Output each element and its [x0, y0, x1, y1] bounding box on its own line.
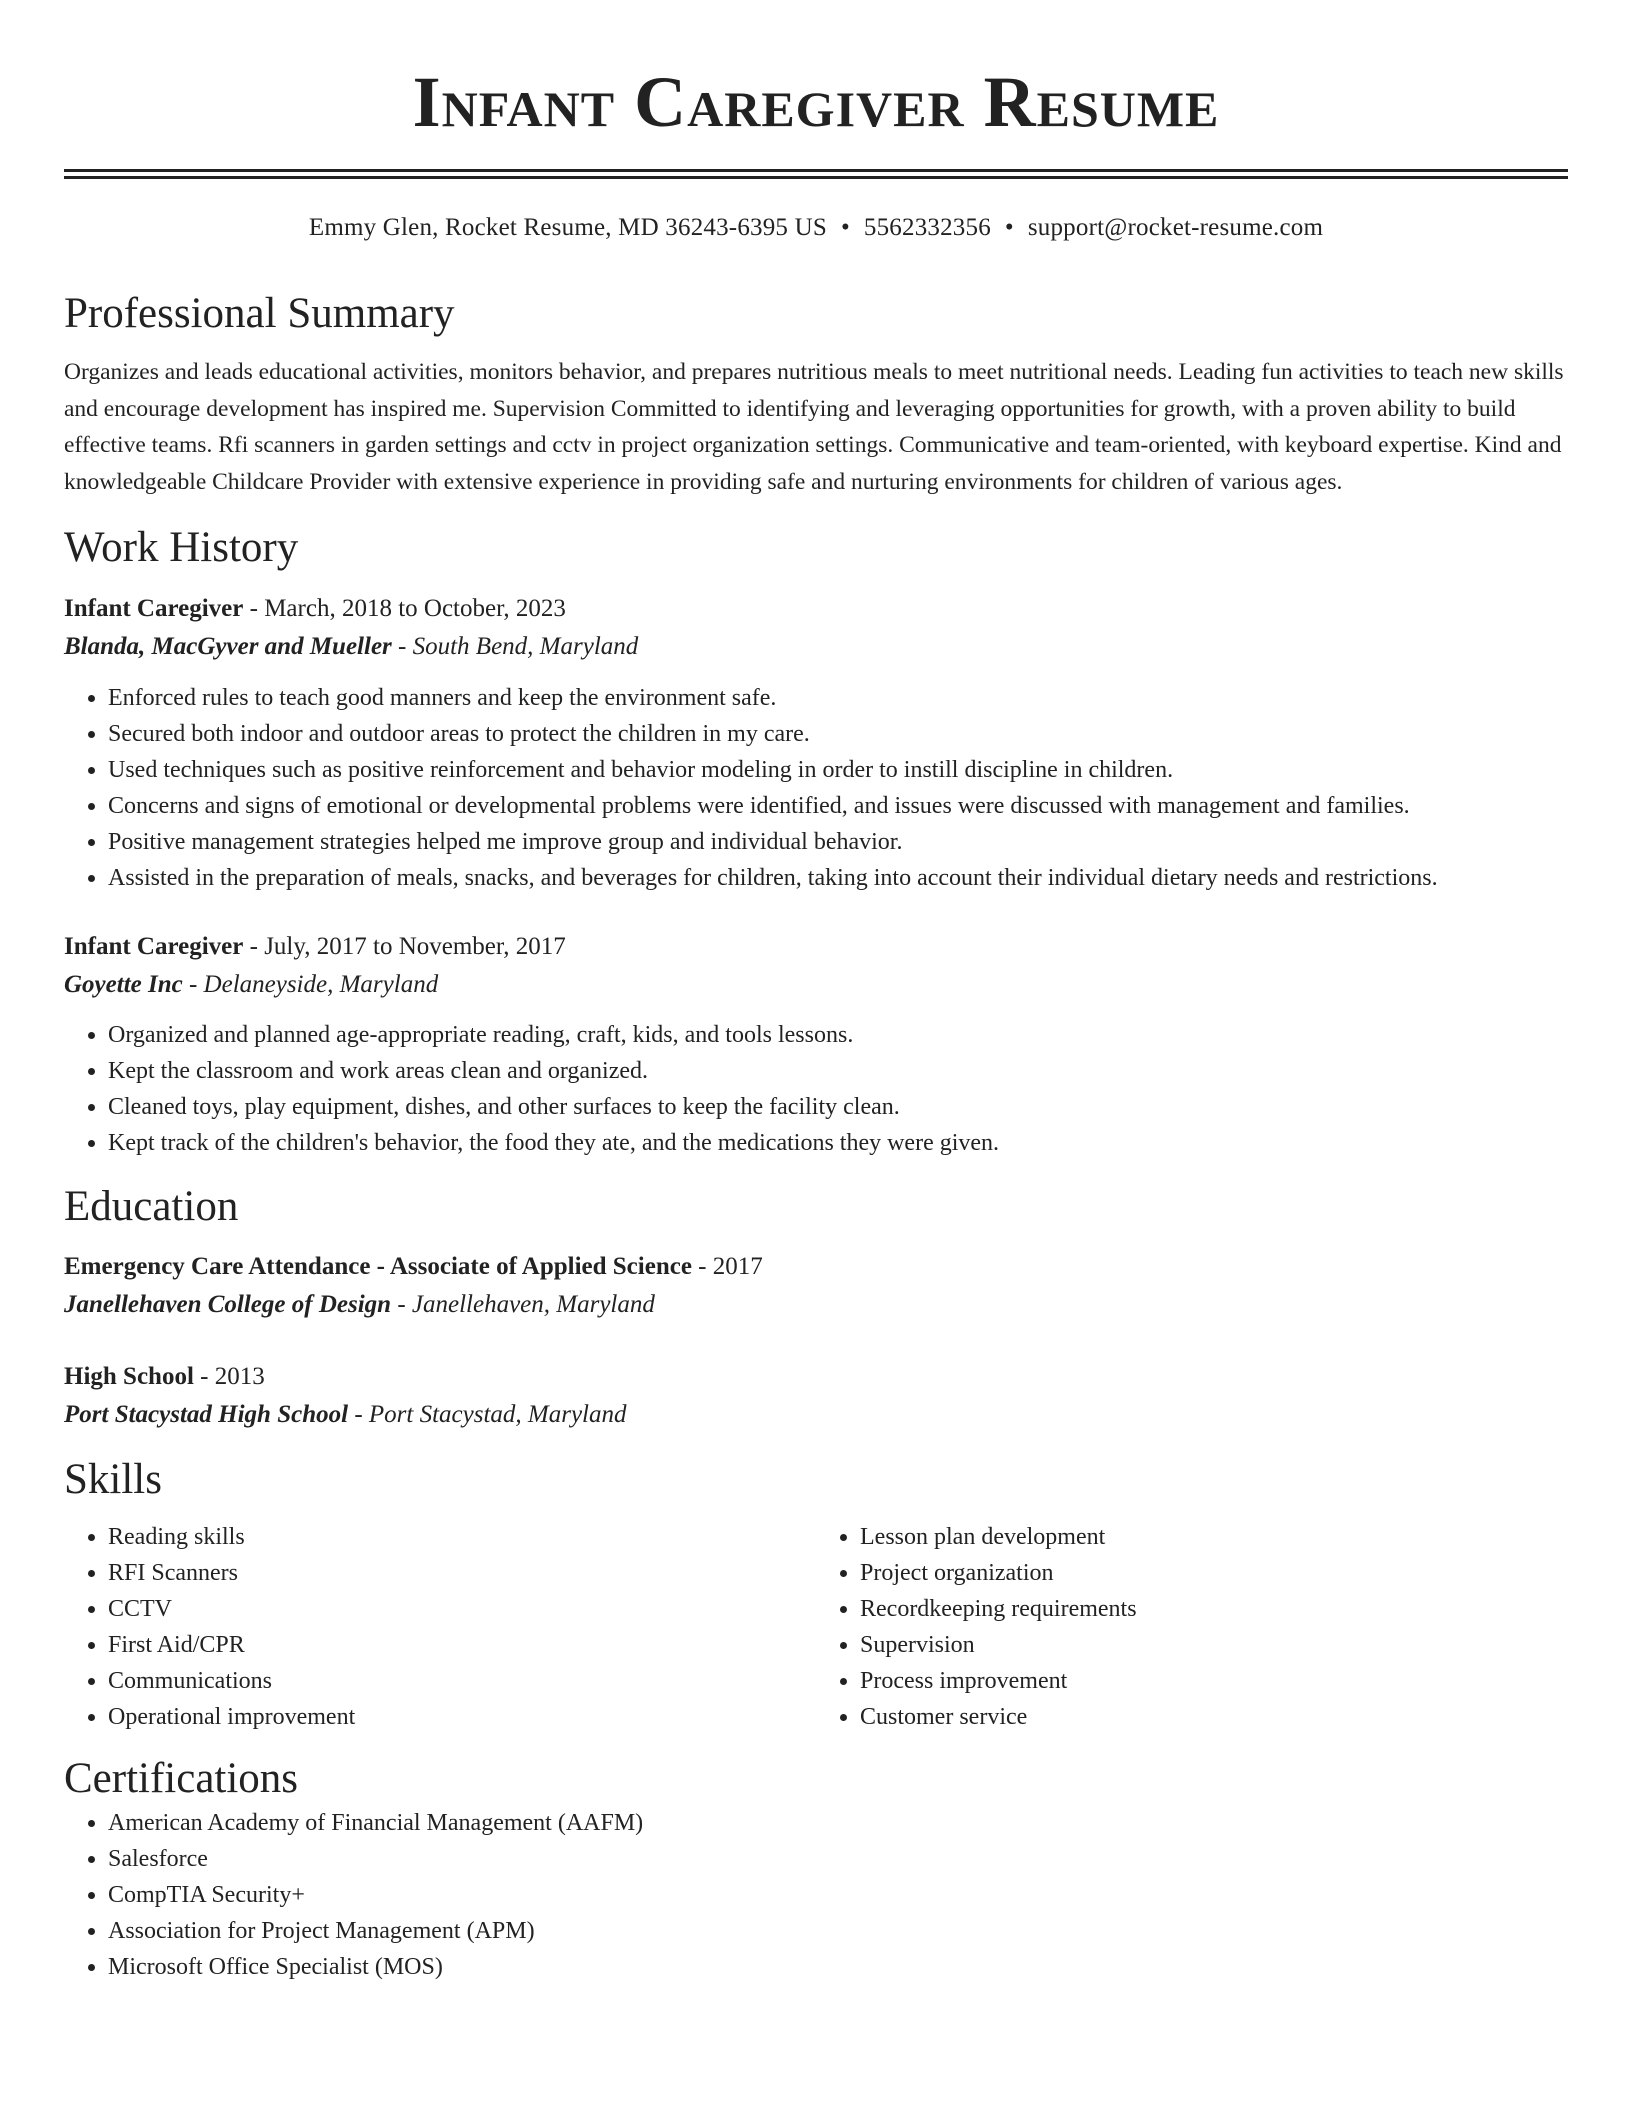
job-title: Infant Caregiver: [64, 595, 244, 622]
school-location: - Port Stacystad, Maryland: [348, 1401, 627, 1428]
list-item: • CCTV: [108, 1591, 816, 1627]
list-item: • First Aid/CPR: [108, 1627, 816, 1663]
job-dates: - July, 2017 to November, 2017: [243, 933, 566, 960]
certifications-heading: Certifications: [64, 1755, 299, 1802]
list-item: • Salesforce: [108, 1841, 1568, 1877]
resume-title: Infant Caregiver Resume: [412, 62, 1220, 142]
list-item: • Kept track of the children's behavior, the food they ate, and the medications they were given.: [108, 1125, 1568, 1161]
list-item: • Enforced rules to teach good manners and keep the environment safe.: [108, 680, 1568, 716]
list-item: • Assisted in the preparation of meals, snacks, and beverages for children, taking into account their individual dietary needs and restrictions.: [108, 860, 1568, 896]
list-item: • Association for Project Management (APM): [108, 1913, 1568, 1949]
list-item: • Positive management strategies helped me improve group and individual behavior.: [108, 824, 1568, 860]
summary-text: Organizes and leads educational activities, monitors behavior, and prepares nutritious meals to meet nutritional needs. Leading fun activities to teach new skills and encourage development has inspired me. Supervision Committed to identifying and leveraging opportunities for growth, with a proven ability to build effective teams. Rfi scanners in garden settings and cctv in project organization settings. Communicative and team-oriented, with keyboard expertise. Kind and knowledgeable Childcare Provider with extensive experience in providing safe and nurturing environments for children of various ages.: [64, 359, 1564, 495]
contact-address: Emmy Glen, Rocket Resume, MD 36243-6395 US: [308, 214, 827, 241]
job-title: Infant Caregiver: [64, 933, 244, 960]
list-item: • Lesson plan development: [860, 1519, 1568, 1555]
job-title-line: [64, 928, 1568, 966]
job-entry-1: [64, 590, 1568, 896]
contact-phone: 5562332356: [863, 214, 991, 241]
list-item: • Operational improvement: [108, 1699, 816, 1735]
education-heading: Education: [64, 1183, 239, 1230]
list-item: • Used techniques such as positive reinforcement and behavior modeling in order to instill discipline in children.: [108, 752, 1568, 788]
degree-line: [64, 1358, 1568, 1396]
job-duties-list: [64, 1017, 1568, 1161]
job-location: - Delaneyside, Maryland: [182, 971, 439, 998]
list-item: • Kept the classroom and work areas clean and organized.: [108, 1053, 1568, 1089]
list-item: • Cleaned toys, play equipment, dishes, and other surfaces to keep the facility clean.: [108, 1089, 1568, 1125]
skills-list-right: [816, 1519, 1568, 1735]
job-duties-list: [64, 680, 1568, 896]
job-company: Blanda, MacGyver and Mueller: [64, 633, 392, 660]
school-name: Port Stacystad High School: [64, 1401, 349, 1428]
job-company-line: [64, 628, 1568, 666]
school-location: - Janellehaven, Maryland: [391, 1291, 655, 1318]
degree-line: [64, 1248, 1568, 1286]
skills-columns: [64, 1519, 1568, 1735]
skills-heading: Skills: [64, 1456, 162, 1503]
job-dates: - March, 2018 to October, 2023: [243, 595, 566, 622]
degree-year: - 2017: [691, 1253, 763, 1280]
list-item: • RFI Scanners: [108, 1555, 816, 1591]
skills-list-left: [64, 1519, 816, 1735]
bullet-separator: •: [840, 214, 850, 241]
list-item: • American Academy of Financial Management (AAFM): [108, 1805, 1568, 1841]
list-item: • Microsoft Office Specialist (MOS): [108, 1949, 1568, 1985]
job-company: Goyette Inc: [64, 971, 183, 998]
list-item: • Organized and planned age-appropriate reading, craft, kids, and tools lessons.: [108, 1017, 1568, 1053]
job-title-line: [64, 590, 1568, 628]
degree-name: Emergency Care Attendance - Associate of Applied Science: [64, 1253, 692, 1280]
title-double-rule: [64, 169, 1568, 179]
list-item: • Reading skills: [108, 1519, 816, 1555]
list-item: • Secured both indoor and outdoor areas to protect the children in my care.: [108, 716, 1568, 752]
school-name: Janellehaven College of Design: [64, 1291, 392, 1318]
job-entry-2: [64, 928, 1568, 1161]
degree-name: High School: [64, 1363, 194, 1390]
school-line: [64, 1286, 1568, 1324]
list-item: • Supervision: [860, 1627, 1568, 1663]
list-item: • Customer service: [860, 1699, 1568, 1735]
contact-email: support@rocket-resume.com: [1027, 214, 1324, 241]
education-entry-1: [64, 1248, 1568, 1324]
list-item: • Process improvement: [860, 1663, 1568, 1699]
list-item: • Project organization: [860, 1555, 1568, 1591]
list-item: • Recordkeeping requirements: [860, 1591, 1568, 1627]
job-location: - South Bend, Maryland: [391, 633, 639, 660]
job-company-line: [64, 966, 1568, 1004]
bullet-separator: •: [1004, 214, 1014, 241]
summary-heading: Professional Summary: [64, 290, 455, 337]
degree-year: - 2013: [193, 1363, 265, 1390]
certifications-list: [64, 1805, 1568, 1985]
contact-line: [64, 212, 1568, 244]
list-item: • Concerns and signs of emotional or developmental problems were identified, and issues were discussed with management and families.: [108, 788, 1568, 824]
list-item: • Communications: [108, 1663, 816, 1699]
list-item: • CompTIA Security+: [108, 1877, 1568, 1913]
school-line: [64, 1396, 1568, 1434]
education-entry-2: [64, 1358, 1568, 1434]
work-history-heading: Work History: [64, 524, 299, 571]
